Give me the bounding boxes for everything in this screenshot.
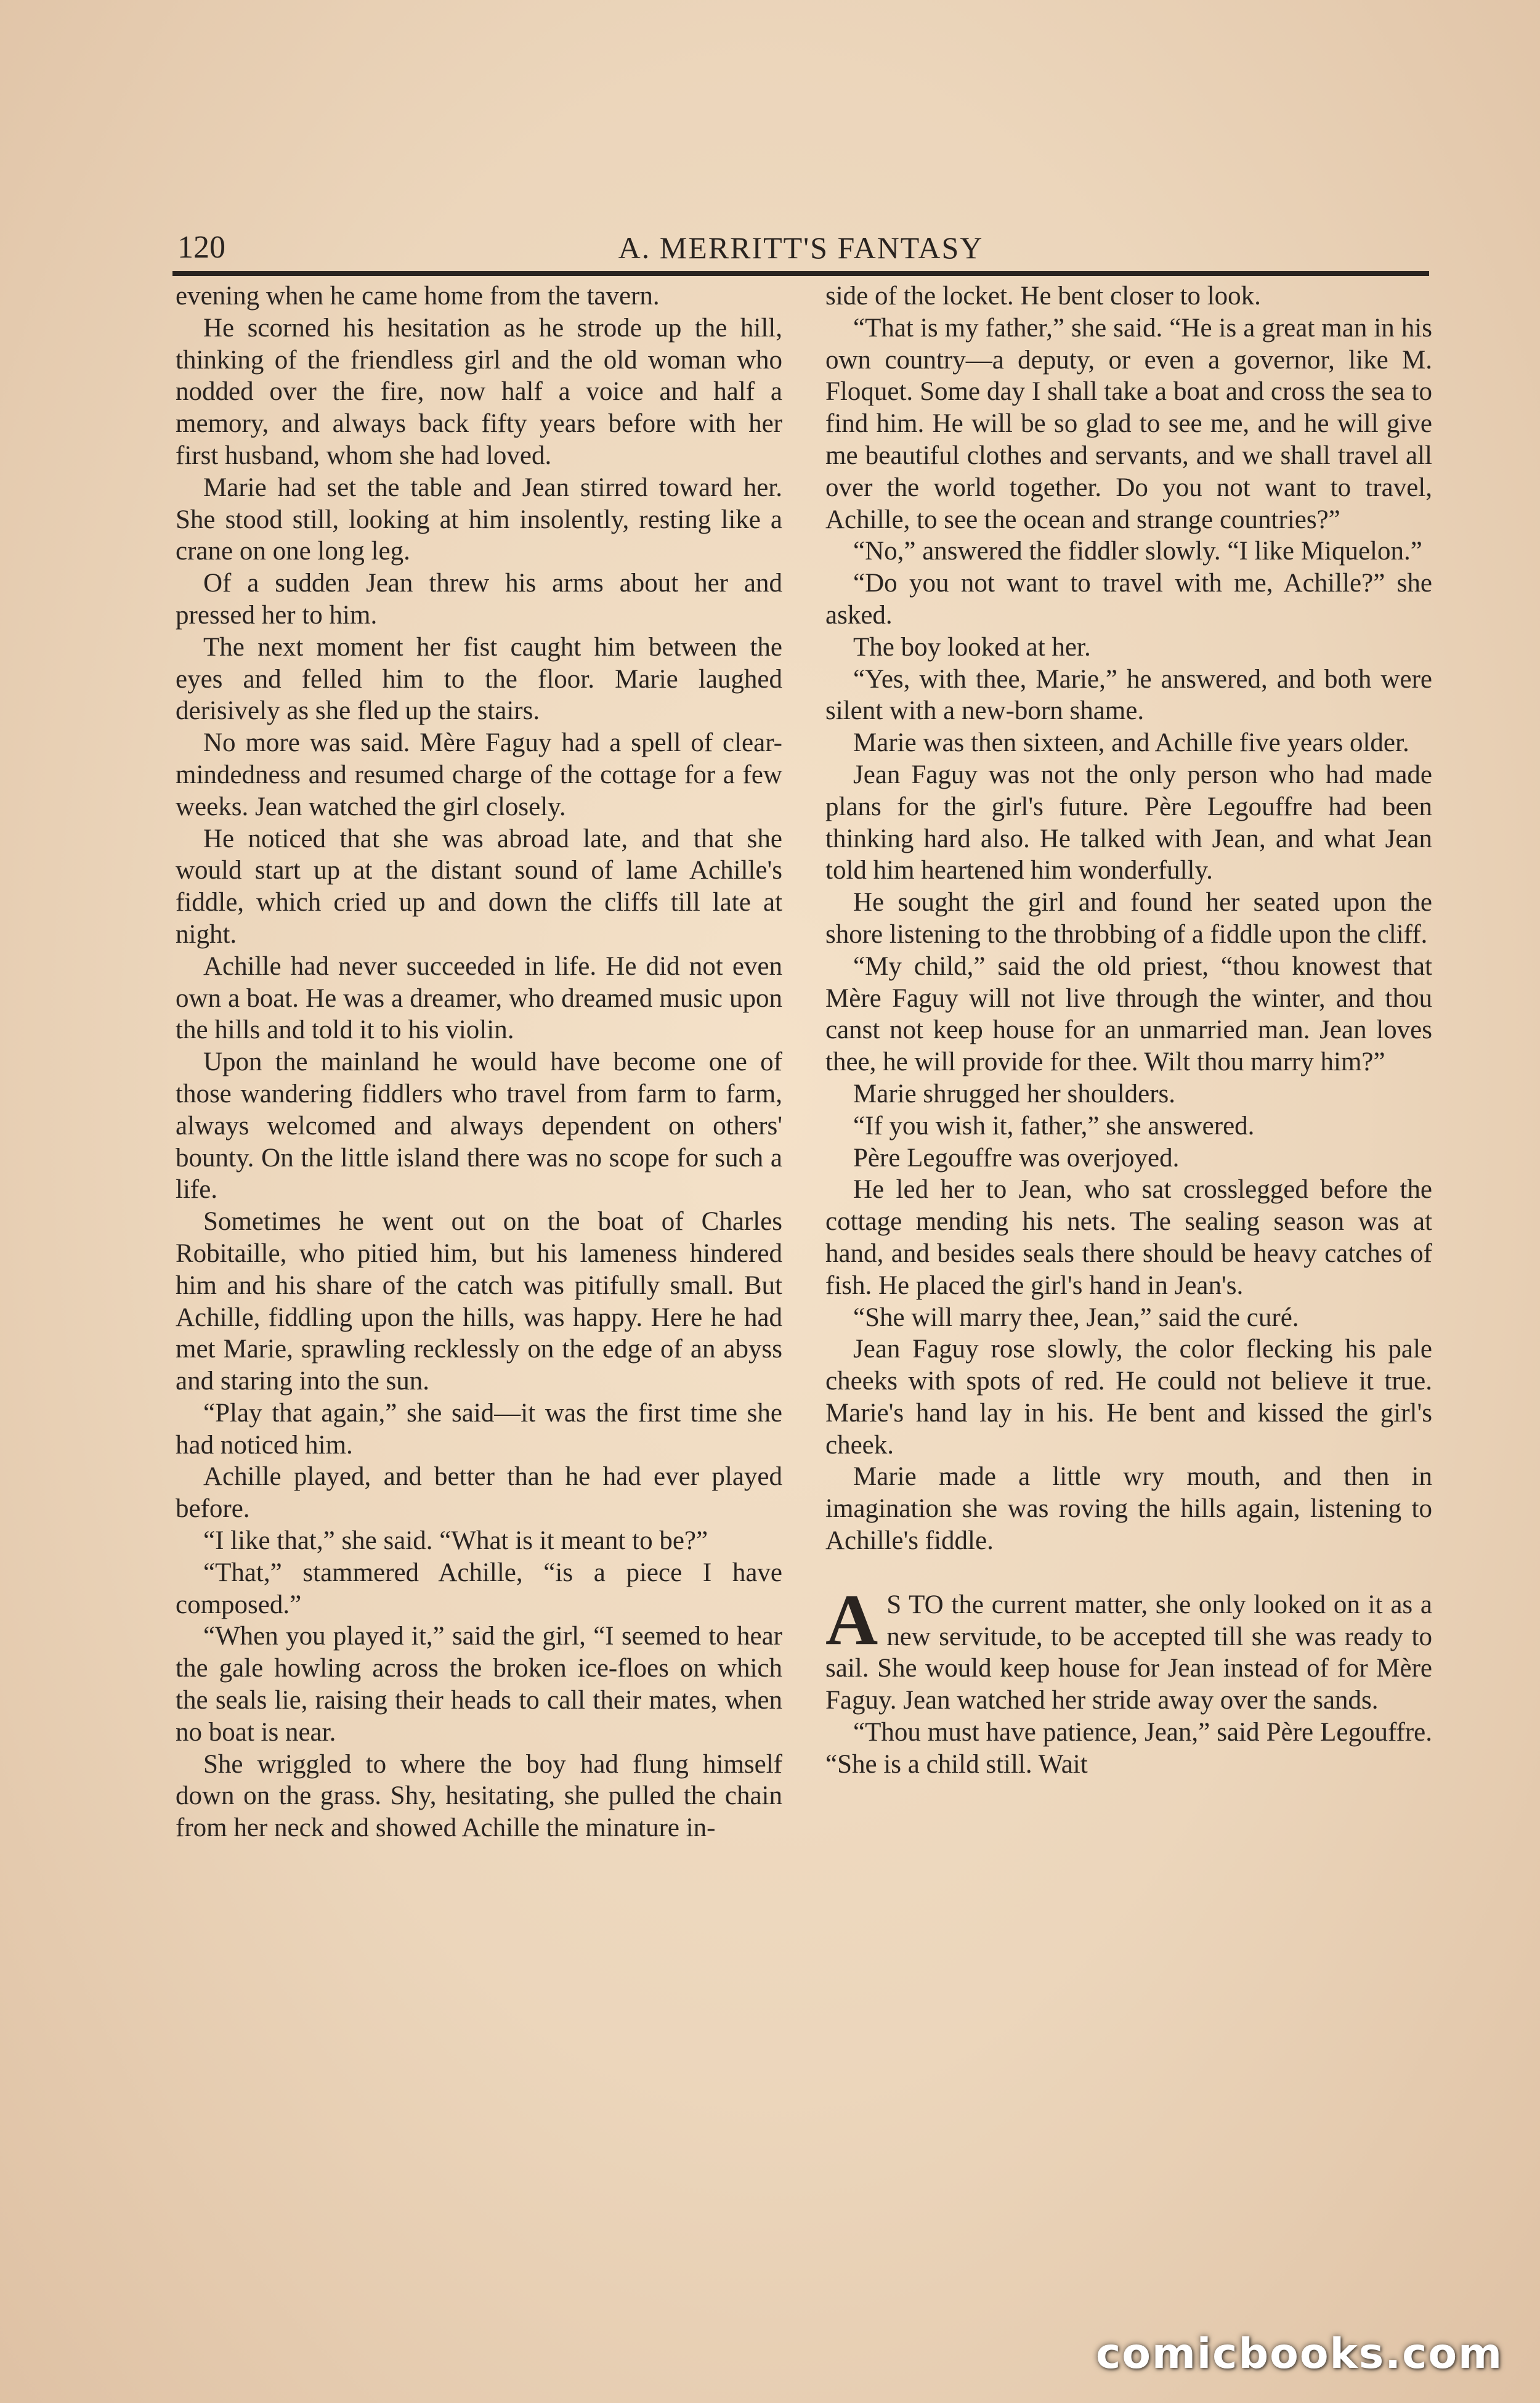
paragraph: Jean Faguy rose slowly, the color flecking his pale cheeks with spots of red. He could not believe it true. Marie's hand lay in his. He bent and kissed the girl's cheek.: [825, 1335, 1432, 1460]
right-column: [825, 280, 1432, 2252]
paragraph: “No,” answered the fiddler slowly. “I like Miquelon.”: [853, 537, 1422, 566]
section-opening-text: S TO the current matter, she only looked on it as a new servitude, to be accepted till she was ready to sail. She would keep house for Jean instead of for Mère Faguy. Jean watched her stride away over the sands.: [825, 1590, 1432, 1715]
paragraph: “That is my father,” she said. “He is a great man in his own country—a deputy, or even a governor, like M. Floquet. Some day I shall take a boat and cross the sea to find him. He will be so glad to see me, and he will give me beautiful clothes and servants, and we shall travel all over the world together. Do you not want to travel, Achille, to see the ocean and strange countries?”: [825, 313, 1432, 534]
paragraph: “Do you not want to travel with me, Achille?” she asked.: [825, 569, 1432, 630]
paragraph: evening when he came home from the tavern.: [176, 282, 660, 311]
section-opening-paragraph: [825, 1579, 1432, 1717]
paragraph: “When you played it,” said the girl, “I seemed to hear the gale howling across the broken ice-floes on which the seals lie, raising their heads to call their mates, when no boat is near.: [176, 1622, 782, 1747]
paragraph: The next moment her fist caught him between the eyes and felled him to the floor. Marie laughed derisively as she fled up the stairs.: [176, 632, 782, 726]
paragraph: “Thou must have patience, Jean,” said Père Legouffre. “She is a child still. Wait: [825, 1718, 1432, 1779]
section-break: [825, 1557, 1432, 1589]
paragraph: She wriggled to where the boy had flung himself down on the grass. Shy, hesitating, she pulled the chain from her neck and showed Achille the minature in-: [176, 1749, 782, 1843]
paragraph: Of a sudden Jean threw his arms about her and pressed her to him.: [176, 569, 782, 630]
paragraph: The boy looked at her.: [853, 632, 1091, 662]
paragraph: “Play that again,” she said—it was the first time she had noticed him.: [176, 1398, 782, 1460]
paragraph: Marie shrugged her shoulders.: [853, 1079, 1176, 1108]
paragraph: He scorned his hesitation as he strode up the hill, thinking of the friendless girl and the old woman who nodded over the fire, now half a voice and half a memory, and always back fifty years before with her first husband, whom she had loved.: [176, 313, 782, 470]
text-columns: [176, 280, 1432, 2252]
paragraph: Marie made a little wry mouth, and then in imagination she was roving the hills again, listening to Achille's fiddle.: [825, 1462, 1432, 1556]
running-title: A. MERRITT'S FANTASY: [618, 230, 984, 265]
paragraph: “My child,” said the old priest, “thou knowest that Mère Faguy will not live through the winter, and thou canst not keep house for an unmarried man. Jean loves thee, he will provide for thee. Wilt thou marry him?”: [825, 951, 1432, 1077]
paragraph: He sought the girl and found her seated upon the shore listening to the throbbing of a fiddle upon the cliff.: [825, 888, 1432, 949]
paragraph: “Yes, with thee, Marie,” he answered, and both were silent with a new-born shame.: [825, 664, 1432, 726]
paragraph: side of the locket. He bent closer to look.: [825, 282, 1261, 311]
left-column: [176, 280, 782, 2252]
paragraph: Upon the mainland he would have become one of those wandering fiddlers who travel from farm to farm, always welcomed and always dependent on others' bounty. On the little island there was no scope for such a life.: [176, 1047, 782, 1205]
paragraph: “If you wish it, father,” she answered.: [853, 1111, 1255, 1141]
paragraph: Marie had set the table and Jean stirred toward her. She stood still, looking at him insolently, resting like a crane on one long leg.: [176, 473, 782, 566]
watermark: comicbooks.com: [1095, 2330, 1503, 2378]
paragraph: Achille had never succeeded in life. He did not even own a boat. He was a dreamer, who dreamed music upon the hills and told it to his violin.: [176, 951, 782, 1045]
page-number: 120: [177, 230, 225, 265]
paragraph: “That,” stammered Achille, “is a piece I have composed.”: [176, 1558, 782, 1619]
paragraph: He noticed that she was abroad late, and that she would start up at the distant sound of lame Achille's fiddle, which cried up and down the cliffs till late at night.: [176, 824, 782, 949]
paragraph: Marie was then sixteen, and Achille five years older.: [853, 728, 1409, 758]
paragraph: No more was said. Mère Faguy had a spell of clear-mindedness and resumed charge of the cottage for a few weeks. Jean watched the girl closely.: [176, 728, 782, 821]
paragraph: “She will marry thee, Jean,” said the curé.: [853, 1303, 1299, 1332]
paragraph: “I like that,” she said. “What is it meant to be?”: [203, 1526, 708, 1556]
paragraph: Père Legouffre was overjoyed.: [853, 1143, 1180, 1173]
paragraph: Achille played, and better than he had ever played before.: [176, 1462, 782, 1524]
drop-cap: A: [825, 1579, 878, 1660]
paragraph: Sometimes he went out on the boat of Charles Robitaille, who pitied him, but his lameness hindered him and his share of the catch was pitifully small. But Achille, fiddling upon the hills, was happy. Here he had met Marie, sprawling recklessly on the edge of an abyss and staring into the sun.: [176, 1207, 782, 1396]
paragraph: Jean Faguy was not the only person who had made plans for the girl's future. Père Legouffre had been thinking hard also. He talked with Jean, and what Jean told him heartened him wonderfully.: [825, 760, 1432, 885]
paragraph: He led her to Jean, who sat crosslegged before the cottage mending his nets. The sealing season was at hand, and besides seals there should be heavy catches of fish. He placed the girl's hand in Jean's.: [825, 1175, 1432, 1300]
page-header: [172, 216, 1429, 276]
